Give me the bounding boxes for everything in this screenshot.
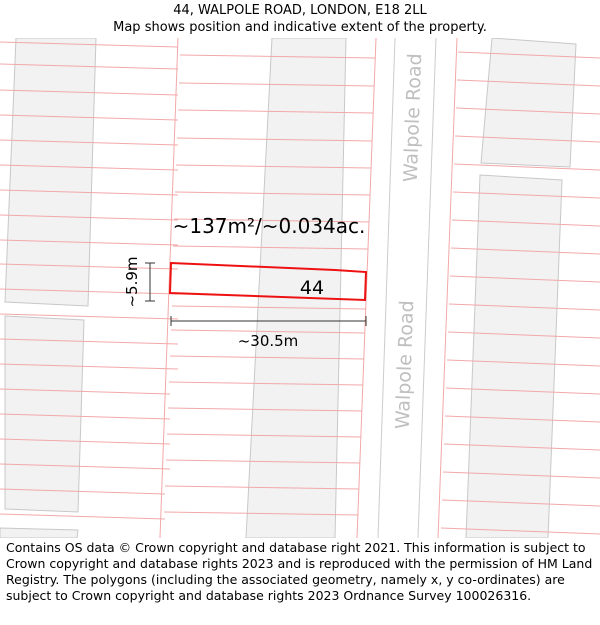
area-label: ~137m²/~0.034ac.: [172, 214, 366, 238]
map-subtitle: Map shows position and indicative extent of the property.: [113, 20, 487, 35]
building: [466, 175, 562, 538]
building: [0, 528, 78, 538]
map-svg: [0, 38, 600, 538]
road-label: Walpole Road: [399, 53, 427, 183]
property-address: 44, WALPOLE ROAD, LONDON, E18 2LL: [173, 3, 427, 18]
building: [481, 38, 576, 167]
map-canvas: [0, 38, 600, 538]
buildings-layer: [0, 38, 576, 538]
width-label: ~30.5m: [237, 332, 299, 350]
height-label: ~5.9m: [123, 256, 141, 308]
plot-number: 44: [299, 277, 325, 299]
map-header: [0, 0, 600, 40]
attribution-footer: Contains OS data © Crown copyright and database right 2021. This information is subject to Crown copyright and database rights 2023 and is reproduced with the permission of HM Land Registry. The polygons (including the associated geometry, namely x, y co-ordinates) are subject to Crown copyright and database rights 2023 Ordnance Survey 100026316.: [6, 540, 593, 603]
road-label: Walpole Road: [391, 300, 419, 430]
